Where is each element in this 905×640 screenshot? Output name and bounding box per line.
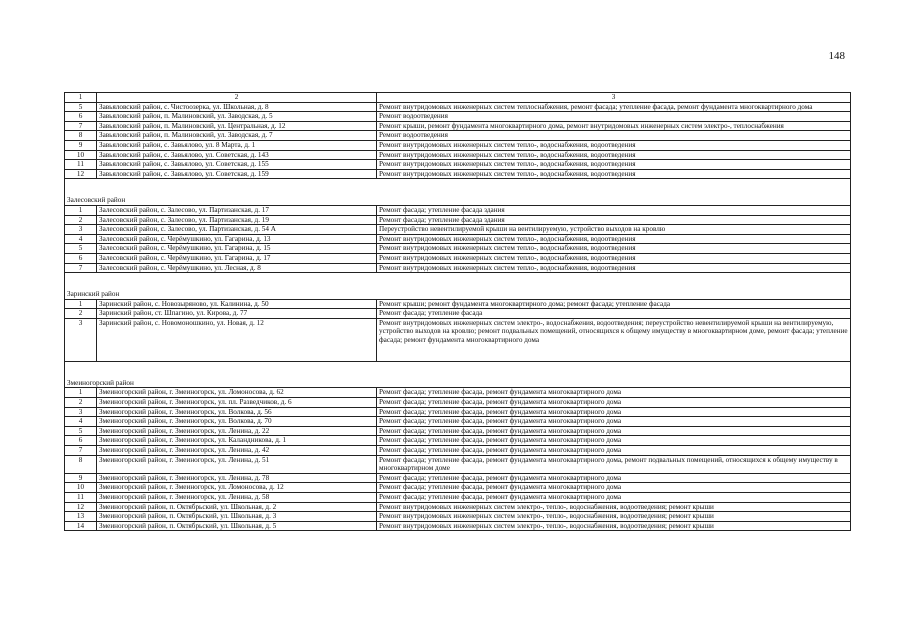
- row-address: Завьяловский район, п. Малиновский, ул. Заводская, д. 7: [97, 131, 377, 141]
- row-address: Залесовский район, с. Черёмушкино, ул. Лесная, д. 8: [97, 263, 377, 273]
- row-number: 4: [65, 234, 97, 244]
- table-header-row: [65, 93, 851, 103]
- table-row: [65, 215, 851, 225]
- table-row: [65, 446, 851, 456]
- row-work-description: Ремонт фасада; утепление фасада, ремонт фундамента многоквартирного дома: [377, 388, 851, 398]
- table-row: [65, 309, 851, 319]
- table-row: [65, 473, 851, 483]
- table-row: [65, 318, 851, 361]
- row-number: 2: [65, 215, 97, 225]
- section-header-row: [65, 185, 851, 205]
- row-number: 11: [65, 493, 97, 503]
- section-title: Змеиногорский район: [65, 368, 851, 388]
- table-row: [65, 234, 851, 244]
- table-row: [65, 299, 851, 309]
- row-address: Завьяловский район, с. Завьялово, ул. Советская, д. 143: [97, 150, 377, 160]
- row-work-description: Ремонт внутридомовых инженерных систем тепло-, водоснабжения, водоотведения: [377, 234, 851, 244]
- row-number: 8: [65, 131, 97, 141]
- row-address: Змеиногорский район, г. Змеиногорск, ул. Ломоносова, д. 12: [97, 483, 377, 493]
- table-row: [65, 263, 851, 273]
- repair-program-table: [64, 92, 851, 531]
- row-number: 7: [65, 263, 97, 273]
- table-row: [65, 244, 851, 254]
- row-work-description: Ремонт внутридомовых инженерных систем тепло-, водоснабжения, водоотведения: [377, 169, 851, 179]
- row-number: 1: [65, 388, 97, 398]
- row-number: 5: [65, 102, 97, 112]
- row-address: Залесовский район, с. Залесово, ул. Партизанская, д. 17: [97, 205, 377, 215]
- row-work-description: Ремонт фасада; утепление фасада, ремонт фундамента многоквартирного дома: [377, 426, 851, 436]
- row-work-description: Ремонт фасада; утепление фасада, ремонт фундамента многоквартирного дома: [377, 473, 851, 483]
- row-work-description: Ремонт фасада; утепление фасада здания: [377, 205, 851, 215]
- row-number: 3: [65, 318, 97, 361]
- row-address: Змеиногорский район, г. Змеиногорск, ул. Ленина, д. 22: [97, 426, 377, 436]
- section-title: Залесовский район: [65, 185, 851, 205]
- row-address: Змеиногорский район, г. Змеиногорск, ул. Ленина, д. 42: [97, 446, 377, 456]
- table-row: [65, 140, 851, 150]
- row-number: 11: [65, 160, 97, 170]
- section-title: Заринский район: [65, 279, 851, 299]
- table-row: [65, 502, 851, 512]
- row-number: 7: [65, 121, 97, 131]
- table-row: [65, 493, 851, 503]
- row-number: 13: [65, 512, 97, 522]
- row-work-description: Ремонт фасада; утепление фасада, ремонт фундамента многоквартирного дома: [377, 493, 851, 503]
- row-number: 5: [65, 426, 97, 436]
- row-work-description: Ремонт внутридомовых инженерных систем тепло-, водоснабжения, водоотведения: [377, 150, 851, 160]
- table-row: [65, 398, 851, 408]
- row-number: 8: [65, 455, 97, 473]
- row-address: Заринский район, ст. Шпагино, ул. Кирова, д. 77: [97, 309, 377, 319]
- table-row: [65, 102, 851, 112]
- row-address: Завьяловский район, п. Малиновский, ул. Заводская, д. 5: [97, 112, 377, 122]
- table-row: [65, 160, 851, 170]
- table-row: [65, 426, 851, 436]
- row-address: Змеиногорский район, г. Змеиногорск, ул. Ленина, д. 51: [97, 455, 377, 473]
- row-address: Завьяловский район, с. Завьялово, ул. Советская, д. 159: [97, 169, 377, 179]
- table-row: [65, 512, 851, 522]
- row-work-description: Ремонт крыши; ремонт фундамента многоквартирного дома; ремонт фасада; утепление фасада: [377, 299, 851, 309]
- table-row: [65, 388, 851, 398]
- row-address: Залесовский район, с. Черёмушкино, ул. Гагарина, д. 17: [97, 253, 377, 263]
- section-header-row: [65, 368, 851, 388]
- section-header-row: [65, 279, 851, 299]
- row-address: Змеиногорский район, г. Змеиногорск, ул. Ломоносова, д. 62: [97, 388, 377, 398]
- row-work-description: Ремонт внутридомовых инженерных систем электро-, тепло-, водоснабжения, водоотведения; ремонт крыши: [377, 512, 851, 522]
- table-row: [65, 150, 851, 160]
- row-address: Змеиногорский район, г. Змеиногорск, ул. Ленина, д. 78: [97, 473, 377, 483]
- row-work-description: Ремонт фасада; утепление фасада, ремонт фундамента многоквартирного дома: [377, 446, 851, 456]
- row-work-description: Ремонт внутридомовых инженерных систем электро-, тепло-, водоснабжения, водоотведения; ремонт крыши: [377, 521, 851, 531]
- row-work-description: Ремонт внутридомовых инженерных систем тепло-, водоснабжения, водоотведения: [377, 244, 851, 254]
- row-address: Змеиногорский район, г. Змеиногорск, ул. Волкова, д. 56: [97, 407, 377, 417]
- row-number: 5: [65, 244, 97, 254]
- row-work-description: Ремонт водоотведения: [377, 131, 851, 141]
- table-row: [65, 225, 851, 235]
- row-work-description: Ремонт фасада; утепление фасада здания: [377, 215, 851, 225]
- table-row: [65, 131, 851, 141]
- row-address: Змеиногорский район, п. Октябрьский, ул. Школьная, д. 3: [97, 512, 377, 522]
- row-number: 12: [65, 502, 97, 512]
- row-number: 3: [65, 407, 97, 417]
- row-address: Залесовский район, с. Черёмушкино, ул. Гагарина, д. 13: [97, 234, 377, 244]
- row-work-description: Ремонт фасада; утепление фасада, ремонт фундамента многоквартирного дома: [377, 436, 851, 446]
- row-number: 10: [65, 150, 97, 160]
- table-row: [65, 483, 851, 493]
- row-work-description: Ремонт внутридомовых инженерных систем тепло-, водоснабжения, водоотведения: [377, 140, 851, 150]
- row-address: Залесовский район, с. Залесово, ул. Партизанская, д. 54 А: [97, 225, 377, 235]
- row-address: Змеиногорский район, п. Октябрьский, ул. Школьная, д. 5: [97, 521, 377, 531]
- row-work-description: Ремонт внутридомовых инженерных систем электро-, тепло-, водоснабжения, водоотведения; ремонт крыши: [377, 502, 851, 512]
- table-row: [65, 521, 851, 531]
- row-number: 7: [65, 446, 97, 456]
- row-work-description: Ремонт внутридомовых инженерных систем тепло-, водоснабжения, водоотведения: [377, 263, 851, 273]
- table-row: [65, 169, 851, 179]
- row-address: Змеиногорский район, п. Октябрьский, ул. Школьная, д. 2: [97, 502, 377, 512]
- row-address: Заринский район, с. Новозыряново, ул. Калинина, д. 50: [97, 299, 377, 309]
- header-col-3: 3: [377, 93, 851, 103]
- row-work-description: Ремонт фасада; утепление фасада: [377, 309, 851, 319]
- row-number: 2: [65, 398, 97, 408]
- table-row: [65, 417, 851, 427]
- table-row: [65, 436, 851, 446]
- row-address: Завьяловский район, с. Завьялово, ул. Советская, д. 155: [97, 160, 377, 170]
- row-address: Заринский район, с. Новомоношкино, ул. Новая, д. 12: [97, 318, 377, 361]
- row-address: Залесовский район, с. Залесово, ул. Партизанская, д. 19: [97, 215, 377, 225]
- row-number: 10: [65, 483, 97, 493]
- row-number: 9: [65, 140, 97, 150]
- row-work-description: Ремонт внутридомовых инженерных систем теплоснабжения, ремонт фасада; утепление фасада, ремонт фундамента многоквартирного дома: [377, 102, 851, 112]
- table-row: [65, 205, 851, 215]
- row-number: 6: [65, 112, 97, 122]
- row-work-description: Ремонт фасада; утепление фасада, ремонт фундамента многоквартирного дома: [377, 417, 851, 427]
- table-row: [65, 455, 851, 473]
- row-work-description: Ремонт фасада; утепление фасада, ремонт фундамента многоквартирного дома: [377, 483, 851, 493]
- row-number: 3: [65, 225, 97, 235]
- row-work-description: Ремонт крыши, ремонт фундамента многоквартирного дома, ремонт внутридомовых инженерных систем электро-, теплоснабжения: [377, 121, 851, 131]
- row-number: 4: [65, 417, 97, 427]
- row-work-description: Переустройство невентилируемой крыши на вентилируемую, устройство выходов на кровлю: [377, 225, 851, 235]
- header-col-1: 1: [65, 93, 97, 103]
- row-number: 9: [65, 473, 97, 483]
- table-row: [65, 253, 851, 263]
- row-address: Змеиногорский район, г. Змеиногорск, ул. Каландникова, д. 1: [97, 436, 377, 446]
- row-work-description: Ремонт водоотведения: [377, 112, 851, 122]
- row-work-description: Ремонт внутридомовых инженерных систем электро-, водоснабжения, водоотведения; переустройство невентилируемой крыши на вентилируемую, устройство выходов на кровлю; ремонт подвальных помещений, относящихся к общему имуществу в многоквартирном доме, ремонт фасада; утепление фасада; ремонт фундамента многоквартирного дома: [377, 318, 851, 361]
- row-address: Завьяловский район, с. Завьялово, ул. 8 Марта, д. 1: [97, 140, 377, 150]
- row-work-description: Ремонт фасада; утепление фасада, ремонт фундамента многоквартирного дома: [377, 407, 851, 417]
- row-address: Завьяловский район, п. Малиновский, ул. Центральная, д. 12: [97, 121, 377, 131]
- row-address: Завьяловский район, с. Чистоозерка, ул. Школьная, д. 8: [97, 102, 377, 112]
- row-address: Змеиногорский район, г. Змеиногорск, ул. Волкова, д. 70: [97, 417, 377, 427]
- row-number: 2: [65, 309, 97, 319]
- table-row: [65, 121, 851, 131]
- table-row: [65, 407, 851, 417]
- row-address: Змеиногорский район, г. Змеиногорск, ул. пл. Разведчиков, д. 6: [97, 398, 377, 408]
- table-row: [65, 112, 851, 122]
- row-number: 6: [65, 436, 97, 446]
- row-work-description: Ремонт фасада; утепление фасада, ремонт фундамента многоквартирного дома, ремонт подвальных помещений, относящихся к общему имуществу в многоквартирном доме: [377, 455, 851, 473]
- row-number: 1: [65, 299, 97, 309]
- row-number: 14: [65, 521, 97, 531]
- row-number: 1: [65, 205, 97, 215]
- row-number: 12: [65, 169, 97, 179]
- row-address: Змеиногорский район, г. Змеиногорск, ул. Ленина, д. 58: [97, 493, 377, 503]
- row-number: 6: [65, 253, 97, 263]
- row-work-description: Ремонт фасада; утепление фасада, ремонт фундамента многоквартирного дома: [377, 398, 851, 408]
- table-body: [65, 93, 851, 531]
- page-number: 148: [828, 50, 845, 62]
- header-col-2: 2: [97, 93, 377, 103]
- row-work-description: Ремонт внутридомовых инженерных систем тепло-, водоснабжения, водоотведения: [377, 253, 851, 263]
- row-address: Залесовский район, с. Черёмушкино, ул. Гагарина, д. 15: [97, 244, 377, 254]
- row-work-description: Ремонт внутридомовых инженерных систем тепло-, водоснабжения, водоотведения: [377, 160, 851, 170]
